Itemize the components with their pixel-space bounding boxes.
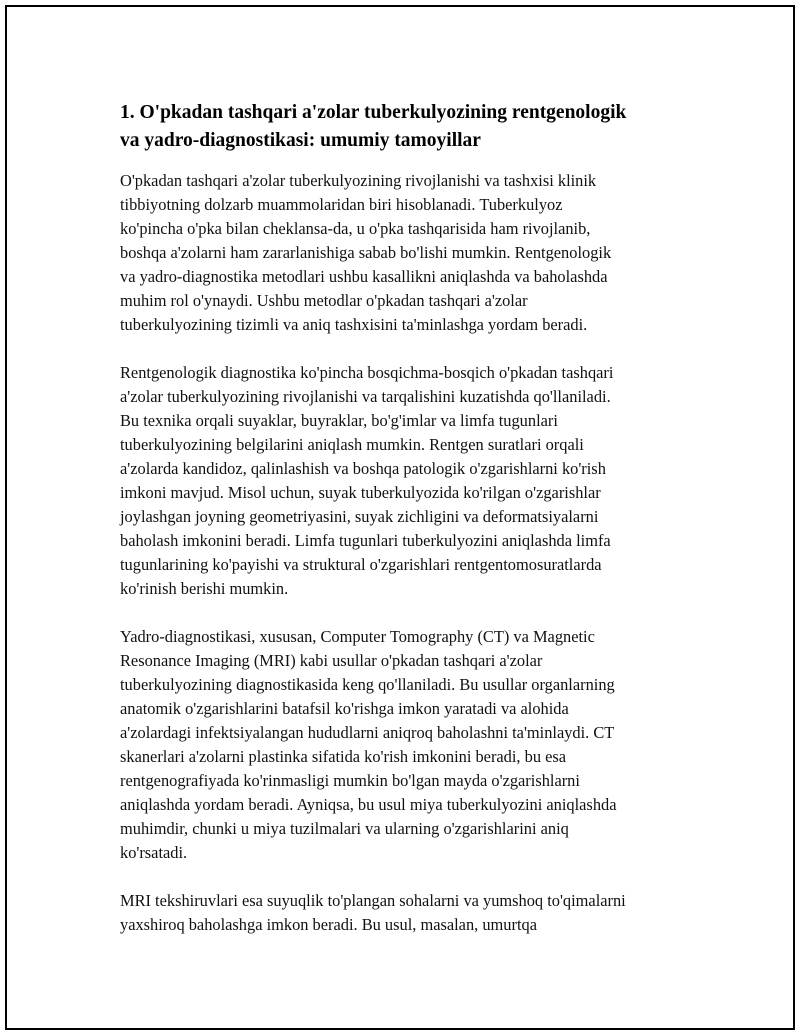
text-line: tuberkulyozining tizimli va aniq tashxisini ta'minlashga yordam beradi. (120, 315, 588, 334)
text-line: muhimdir, chunki u miya tuzilmalari va ularning o'zgarishlarini aniq (120, 819, 569, 838)
document-content (120, 99, 710, 961)
text-line: boshqa a'zolarni ham zararlanishiga sabab bo'lishi mumkin. Rentgenologik (120, 243, 612, 262)
paragraph-nuclear-diagnostics (120, 625, 710, 865)
text-line: Yadro-diagnostikasi, xususan, Computer Tomography (CT) va Magnetic (120, 627, 595, 646)
text-line: joylashgan joyning geometriyasini, suyak zichligini va deformatsiyalarni (120, 507, 599, 526)
text-line: tibbiyotning dolzarb muammolaridan biri hisoblanadi. Tuberkulyoz (120, 195, 563, 214)
heading-line: 1. O'pkadan tashqari a'zolar tuberkulyozining rentgenologik (120, 102, 627, 123)
text-line: tuberkulyozining diagnostikasida keng qo'llaniladi. Bu usullar organlarning (120, 675, 615, 694)
text-line: ko'rsatadi. (120, 843, 188, 862)
text-line: ko'rinish berishi mumkin. (120, 579, 289, 598)
text-line: ko'pincha o'pka bilan cheklansa-da, u o'pka tashqarisida ham rivojlanib, (120, 219, 591, 238)
text-line: MRI tekshiruvlari esa suyuqlik to'plangan sohalarni va yumshoq to'qimalarni (120, 891, 626, 910)
text-line: aniqlashda yordam beradi. Ayniqsa, bu usul miya tuberkulyozini aniqlashda (120, 795, 617, 814)
text-line: a'zolardagi infektsiyalangan hududlarni aniqroq baholashni ta'minlaydi. CT (120, 723, 615, 742)
text-line: a'zolarda kandidoz, qalinlashish va boshqa patologik o'zgarishlarni ko'rish (120, 459, 606, 478)
section-heading (120, 99, 710, 155)
text-line: tuberkulyozining belgilarini aniqlash mumkin. Rentgen suratlari orqali (120, 435, 584, 454)
text-line: yaxshiroq baholashga imkon beradi. Bu usul, masalan, umurtqa (120, 915, 537, 934)
text-line: skanerlari a'zolarni plastinka sifatida ko'rish imkonini beradi, bu esa (120, 747, 567, 766)
text-line: rentgenografiyada ko'rinmasligi mumkin bo'lgan mayda o'zgarishlarni (120, 771, 580, 790)
paragraph-mri (120, 889, 710, 937)
text-line: Bu texnika orqali suyaklar, buyraklar, bo'g'imlar va limfa tugunlari (120, 411, 558, 430)
page-frame (5, 5, 795, 1030)
text-line: O'pkadan tashqari a'zolar tuberkulyozining rivojlanishi va tashxisi klinik (120, 171, 597, 190)
heading-line: va yadro-diagnostikasi: umumiy tamoyillar (120, 130, 481, 151)
text-line: imkoni mavjud. Misol uchun, suyak tuberkulyozida ko'rilgan o'zgarishlar (120, 483, 601, 502)
text-line: Resonance Imaging (MRI) kabi usullar o'pkadan tashqari a'zolar (120, 651, 543, 670)
text-line: Rentgenologik diagnostika ko'pincha bosqichma-bosqich o'pkadan tashqari (120, 363, 614, 382)
text-line: muhim rol o'ynaydi. Ushbu metodlar o'pkadan tashqari a'zolar (120, 291, 528, 310)
paragraph-intro (120, 169, 710, 337)
text-line: baholash imkonini beradi. Limfa tugunlari tuberkulyozini aniqlashda limfa (120, 531, 611, 550)
paragraph-radiology (120, 361, 710, 601)
text-line: a'zolar tuberkulyozining rivojlanishi va tarqalishini kuzatishda qo'llaniladi. (120, 387, 611, 406)
text-line: tugunlarining ko'payishi va struktural o'zgarishlari rentgentomosuratlarda (120, 555, 602, 574)
text-line: anatomik o'zgarishlarini batafsil ko'rishga imkon yaratadi va alohida (120, 699, 569, 718)
text-line: va yadro-diagnostika metodlari ushbu kasallikni aniqlashda va baholashda (120, 267, 608, 286)
